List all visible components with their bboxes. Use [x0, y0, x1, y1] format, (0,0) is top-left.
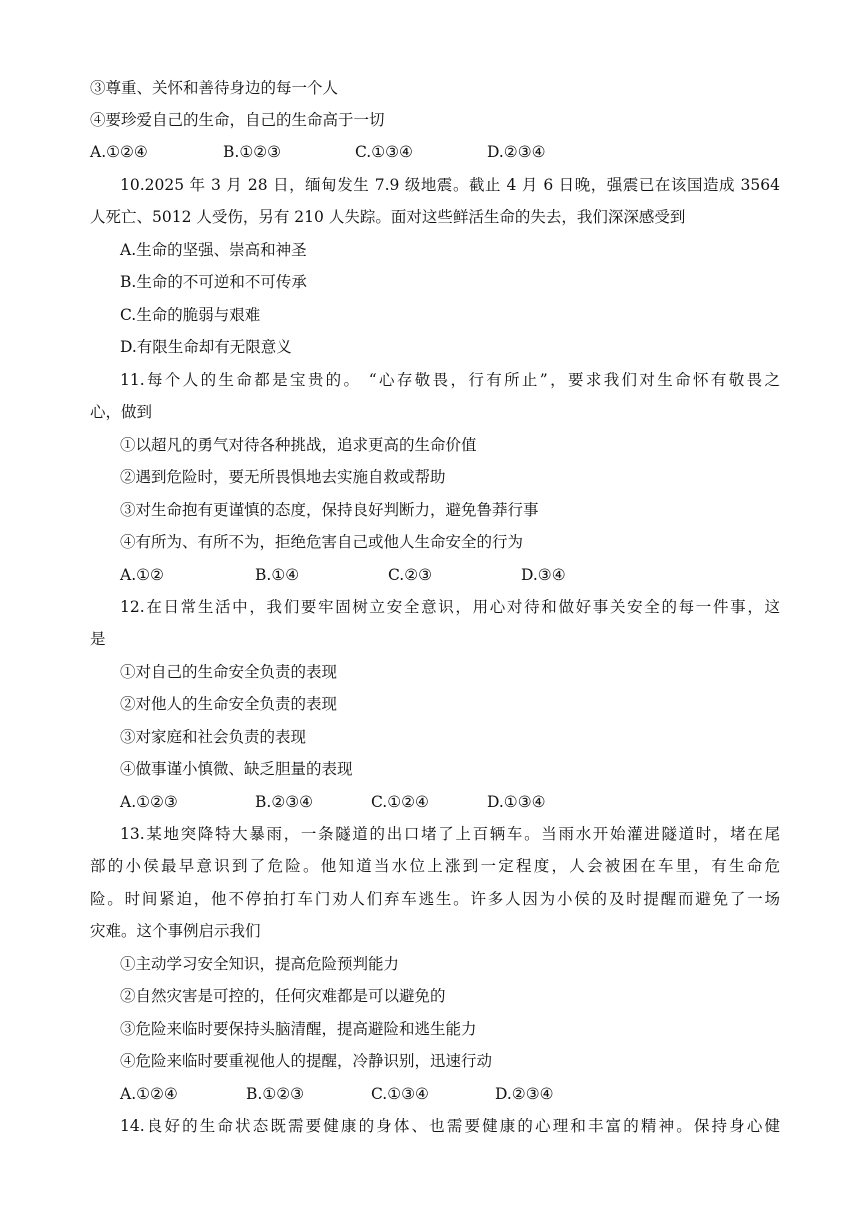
q12-stem-line-2: 是: [90, 630, 106, 648]
q12-statement-3: ③对家庭和社会负责的表现: [120, 728, 307, 746]
q13-choice-c: C.①③④: [371, 1085, 429, 1103]
q13-statement-1: ①主动学习安全知识，提高危险预判能力: [120, 955, 400, 973]
q12-statement-2: ②对他人的生命安全负责的表现: [120, 695, 338, 713]
q11-statement-3: ③对生命抱有更谨慎的态度，保持良好判断力，避免鲁莽行事: [120, 501, 539, 519]
q13-choice-a: A.①②④: [120, 1085, 178, 1103]
q11-choices: [120, 565, 780, 585]
q13-stem-line-1: 13.某地突降特大暴雨，一条隧道的出口堵了上百辆车。当雨水开始灌进隧道时，堵在尾: [120, 825, 780, 843]
q9-choice-c: C.①③④: [355, 143, 413, 161]
q11-statement-2: ②遇到危险时，要无所畏惧地去实施自救或帮助: [120, 468, 446, 486]
q14-stem-line-1: 14.良好的生命状态既需要健康的身体、也需要健康的心理和丰富的精神。保持身心健: [120, 1117, 780, 1135]
q9-choice-a: A.①②④: [90, 143, 148, 161]
q11-choice-c: C.②③: [388, 566, 433, 584]
q11-choice-a: A.①②: [120, 566, 164, 584]
q13-choices: [120, 1084, 780, 1104]
q12-choice-d: D.①③④: [487, 793, 546, 811]
q9-choice-d: D.②③④: [487, 143, 546, 161]
q13-choice-b: B.①②③: [246, 1085, 305, 1103]
q12-statement-4: ④做事谨小慎微、缺乏胆量的表现: [120, 760, 353, 778]
q13-statement-3: ③危险来临时要保持头脑清醒，提高避险和逃生能力: [120, 1020, 477, 1038]
q12-stem-line-1: 12.在日常生活中，我们要牢固树立安全意识，用心对待和做好事关安全的每一件事，这: [120, 598, 780, 616]
q11-choice-b: B.①④: [255, 566, 300, 584]
q10-option-a: A.生命的坚强、崇高和神圣: [120, 241, 307, 259]
q9-choices: [90, 142, 780, 162]
q11-statement-4: ④有所为、有所不为，拒绝危害自己或他人生命安全的行为: [120, 533, 524, 551]
q13-stem-line-4: 灾难。这个事例启示我们: [90, 922, 261, 940]
q13-statement-2: ②自然灾害是可控的，任何灾难都是可以避免的: [120, 987, 446, 1005]
q12-choice-b: B.②③④: [255, 793, 314, 811]
q10-stem-line-1: 10.2025 年 3 月 28 日，缅甸发生 7.9 级地震。截止 4 月 6 日晚，强震已在该国造成 3564: [120, 176, 780, 194]
q13-stem-line-2: 部的小侯最早意识到了危险。他知道当水位上涨到一定程度，人会被困在车里，有生命危: [90, 857, 780, 875]
q12-choice-a: A.①②③: [120, 793, 178, 811]
q12-statement-1: ①对自己的生命安全负责的表现: [120, 663, 338, 681]
q12-choices: [120, 792, 780, 812]
q11-stem-line-1: 11.每个人的生命都是宝贵的。 “心存敬畏，行有所止”，要求我们对生命怀有敬畏之: [120, 371, 780, 389]
q13-stem-line-3: 险。时间紧迫，他不停拍打车门劝人们弃车逃生。许多人因为小侯的及时提醒而避免了一场: [90, 890, 780, 908]
q10-option-c: C.生命的脆弱与艰难: [120, 306, 261, 324]
q11-stem-line-2: 心，做到: [90, 403, 153, 421]
q11-statement-1: ①以超凡的勇气对待各种挑战，追求更高的生命价值: [120, 436, 477, 454]
q12-choice-c: C.①②④: [371, 793, 429, 811]
q9-statement-4: ④要珍爱自己的生命，自己的生命高于一切: [90, 111, 385, 129]
q11-choice-d: D.③④: [521, 566, 566, 584]
q10-option-b: B.生命的不可逆和不可传承: [120, 273, 307, 291]
q10-option-d: D.有限生命却有无限意义: [120, 338, 292, 356]
q10-stem-line-2: 人死亡、5012 人受伤，另有 210 人失踪。面对这些鲜活生命的失去，我们深深感受到: [90, 208, 686, 226]
q9-choice-b: B.①②③: [223, 143, 282, 161]
q13-choice-d: D.②③④: [495, 1085, 554, 1103]
q9-statement-3: ③尊重、关怀和善待身边的每一个人: [90, 79, 339, 97]
q13-statement-4: ④危险来临时要重视他人的提醒，冷静识别，迅速行动: [120, 1052, 493, 1070]
